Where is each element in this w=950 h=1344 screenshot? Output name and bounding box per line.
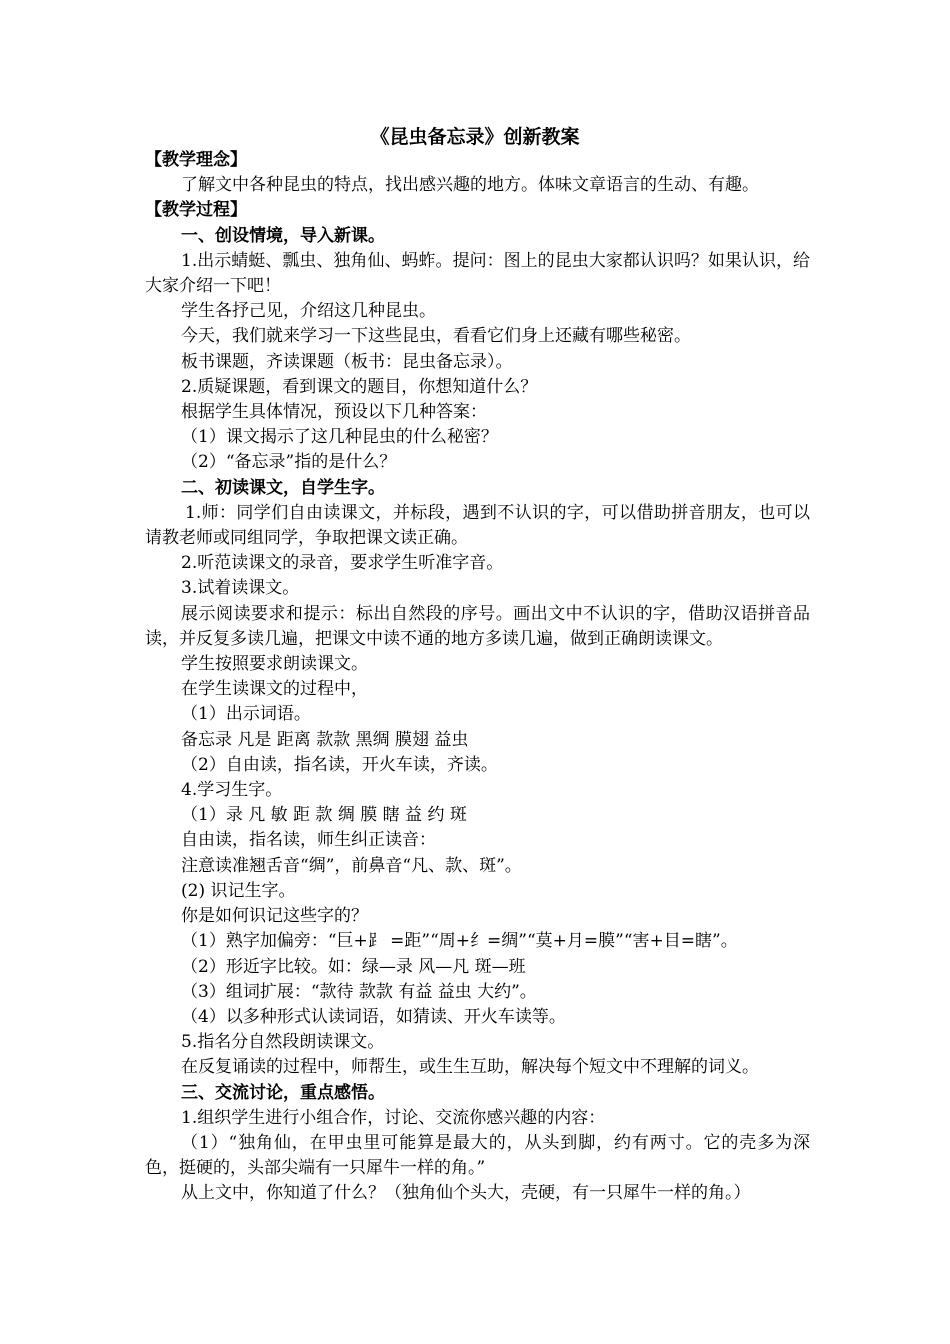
paragraph-line: （3）组词扩展：“款待 款款 有益 益虫 大约”。: [181, 981, 537, 1002]
paragraph-line: 一、创设情境，导入新课。: [181, 225, 385, 246]
paragraph-line: 4.学习生字。: [181, 780, 283, 801]
paragraph-line: 二、初读课文，自学生字。: [181, 477, 385, 498]
paragraph-line: 三、交流讨论，重点感悟。: [181, 1082, 385, 1103]
paragraph-line: （1）录 凡 敏 距 款 绸 膜 瞎 益 约 斑: [181, 805, 467, 826]
paragraph-line: 学生按照要求朗读课文。: [181, 654, 368, 675]
paragraph-line: 展示阅读要求和提示：标出自然段的序号。画出文中不认识的字，借助汉语拼音品读，并反复多读几遍，把课文中读不通的地方多读几遍，做到正确朗读课文。: [145, 603, 810, 649]
section-heading: 【教学理念】: [145, 150, 247, 170]
page-title: 《昆虫备忘录》创新教案: [370, 126, 580, 148]
paragraph-line: 在学生读课文的过程中，: [181, 679, 368, 700]
paragraph-line: （1）出示词语。: [181, 704, 311, 725]
paragraph-line: 1.出示蜻蜓、瓢虫、独角仙、蚂蚱。提问：图上的昆虫大家都认识吗？如果认识，给大家介绍一下吧！: [145, 250, 810, 297]
paragraph-line: （2）“备忘录”指的是什么？: [181, 452, 397, 473]
paragraph-line: 2.质疑课题，看到课文的题目，你想知道什么？: [181, 376, 538, 397]
paragraph-line: 了解文中各种昆虫的特点，找出感兴趣的地方。体味文章语言的生动、有趣。: [181, 175, 759, 196]
paragraph-line: 1.组织学生进行小组合作，讨论、交流你感兴趣的内容：: [181, 1107, 606, 1128]
paragraph-line: 根据学生具体情况，预设以下几种答案：: [181, 402, 487, 423]
paragraph-line: 你是如何识记这些字的？: [181, 906, 368, 927]
paragraph-line: 板书课题，齐读课题（板书：昆虫备忘录）。: [181, 351, 513, 372]
paragraph-line: 自由读，指名读，师生纠正读音：: [181, 830, 436, 851]
paragraph-line: (2) 识记生字。: [181, 880, 296, 901]
section-heading: 【教学过程】: [145, 200, 247, 221]
paragraph-line: 注意读准翘舌音“绸”，前鼻音“凡、款、斑”。: [181, 855, 522, 876]
paragraph-line: 今天，我们就来学习一下这些昆虫，看看它们身上还藏有哪些秘密。: [181, 326, 691, 347]
paragraph-line: （1）课文揭示了这几种昆虫的什么秘密？: [181, 427, 498, 448]
paragraph-line: （4）以多种形式认读词语，如猜读、开火车读等。: [181, 1006, 566, 1027]
paragraph-line: （2）形近字比较。如：绿—录 风—凡 斑—班: [181, 956, 526, 977]
paragraph-line: （1）熟字加偏旁：“巨+⻊ =距”“周+纟=绸”“莫+月=膜”“害+目=瞎”。: [181, 931, 738, 952]
paragraph-line: 5.指名分自然段朗读课文。: [181, 1032, 385, 1053]
paragraph-line: （2）自由读，指名读，开火车读，齐读。: [181, 754, 498, 775]
paragraph-line: 2.听范读课文的录音，要求学生听准字音。: [181, 553, 504, 574]
document-body: [145, 148, 810, 1207]
paragraph-line: （1）“独角仙，在甲虫里可能算是最大的，从头到脚，约有两寸。它的壳多为深色，挺硬的，头部尖端有一只犀牛一样的角。”: [145, 1132, 810, 1179]
paragraph-line: 在反复诵读的过程中，师帮生，或生生互助，解决每个短文中不理解的词义。: [181, 1057, 759, 1078]
paragraph-line: 从上文中，你知道了什么？（独角仙个头大，壳硬，有一只犀牛一样的角。）: [181, 1183, 751, 1204]
paragraph-line: 备忘录 凡是 距离 款款 黑绸 膜翅 益虫: [181, 729, 469, 750]
paragraph-line: 学生各抒己见，介绍这几种昆虫。: [181, 301, 436, 322]
paragraph-line: 3.试着读课文。: [181, 578, 300, 599]
paragraph-line: 1.师：同学们自由读课文，并标段，遇到不认识的字，可以借助拼音朋友，也可以请教老师或同组同学，争取把课文读正确。: [145, 502, 810, 549]
